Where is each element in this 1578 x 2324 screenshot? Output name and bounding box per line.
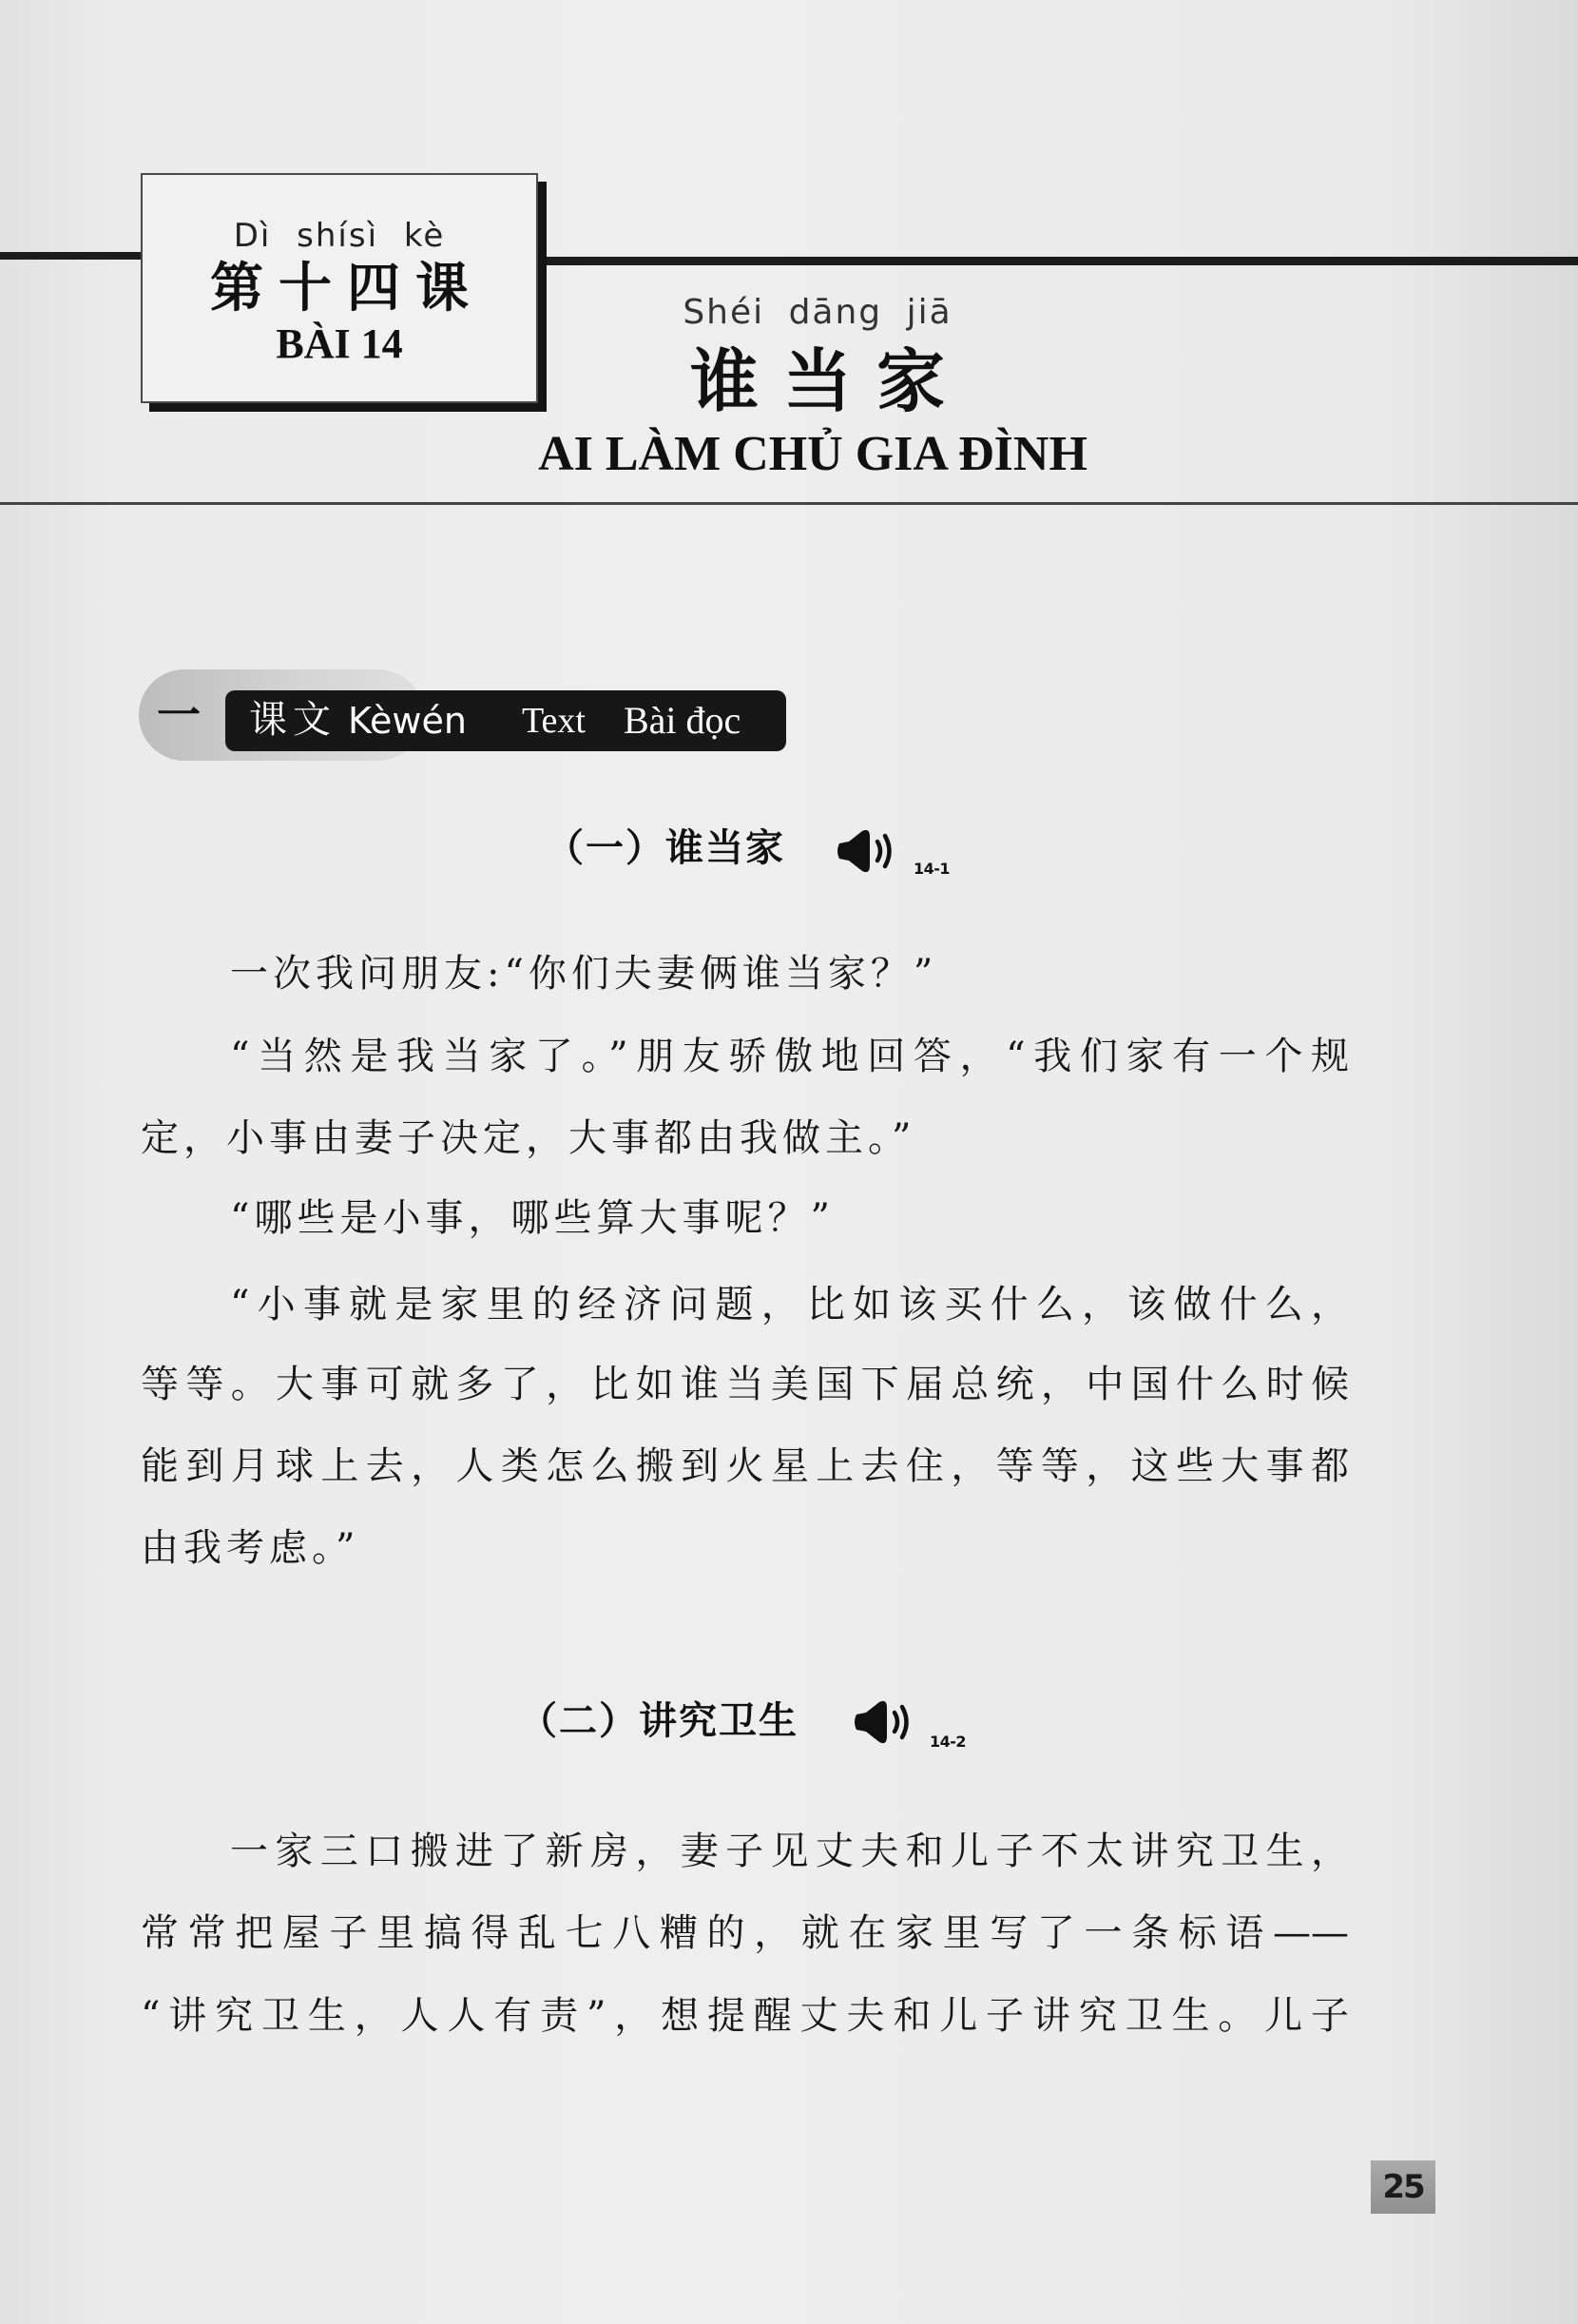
speaker-icon[interactable] [835, 827, 895, 875]
text-2-heading: （二）讲究卫生 [519, 1698, 799, 1743]
text-1-line: 等等。大事可就多了，比如谁当美国下届总统，中国什么时候 [141, 1363, 1349, 1406]
text-1-heading: （一）谁当家 [546, 825, 785, 870]
section-label-chinese: 课文 [249, 698, 337, 742]
section-label-vietnamese: Bài đọc [624, 699, 741, 742]
audio-track-label: 14-2 [930, 1733, 967, 1751]
header-divider [0, 502, 1578, 505]
section-banner-label-bar [225, 690, 786, 751]
text-1-line: 一次我问朋友:“你们夫妻俩谁当家？” [230, 952, 938, 996]
text-2-line: 常常把屋子里搞得乱七八糟的，就在家里写了一条标语—— [141, 1911, 1349, 1955]
speaker-icon[interactable] [852, 1698, 913, 1746]
lesson-number-box [141, 173, 538, 403]
page-number: 25 [1371, 2160, 1435, 2214]
section-label-pinyin: Kèwén [348, 700, 467, 742]
text-2-line: “讲究卫生，人人有责”，想提醒丈夫和儿子讲究卫生。儿子 [141, 1994, 1349, 2038]
lesson-title-vietnamese: AI LÀM CHỦ GIA ĐÌNH [538, 427, 1087, 481]
text-1-line: “小事就是家里的经济问题，比如该买什么，该做什么， [230, 1283, 1349, 1327]
audio-track-label: 14-1 [914, 860, 951, 878]
section-label-english: Text [522, 701, 586, 741]
lesson-number-vietnamese: BÀI 14 [276, 320, 403, 367]
lesson-title-pinyin: Shéi dāng jiā [683, 293, 953, 332]
text-1-line: 定，小事由妻子决定，大事都由我做主。” [141, 1116, 916, 1160]
header-rule-left [0, 252, 162, 260]
text-1-line: 由我考虑。” [141, 1526, 360, 1570]
text-2-line: 一家三口搬进了新房，妻子见丈夫和儿子不太讲究卫生， [230, 1830, 1349, 1873]
lesson-number-chinese: 第十四课 [210, 257, 484, 320]
section-number: 一 [157, 689, 201, 741]
text-1-line: 能到月球上去，人类怎么搬到火星上去住，等等，这些大事都 [141, 1444, 1349, 1488]
text-1-line: “哪些是小事，哪些算大事呢？” [230, 1196, 835, 1240]
header-rule-right [532, 257, 1578, 265]
text-1-line: “当然是我当家了。”朋友骄傲地回答，“我们家有一个规 [230, 1035, 1349, 1078]
lesson-title-chinese: 谁当家 [689, 340, 970, 421]
lesson-number-pinyin: Dì shísì kè [233, 217, 446, 255]
